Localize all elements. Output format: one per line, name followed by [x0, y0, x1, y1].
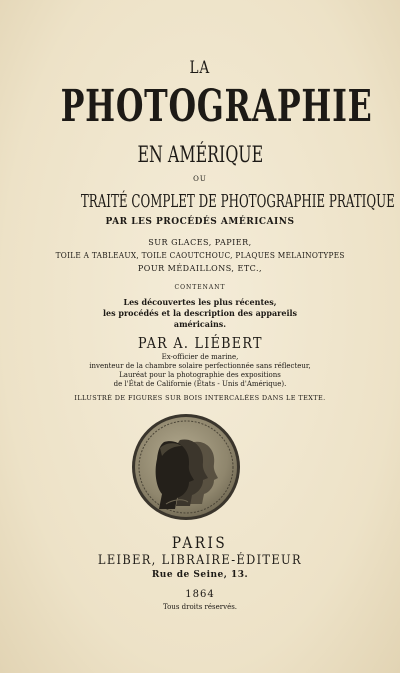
publisher-line: LEIBER, LIBRAIRE-ÉDITEUR	[97, 553, 303, 568]
author-credit-3: Lauréat pour la photographie des expositions	[119, 371, 281, 379]
surfaces-line-2: TOILE A TABLEAUX, TOILE CAOUTCHOUC, PLAQUES MÉLAINOTYPES	[55, 251, 345, 260]
main-title: PHOTOGRAPHIE	[60, 81, 373, 132]
author-credit-4: de l'État de Californie (États - Unis d'Amérique).	[113, 380, 287, 388]
illustrations-note: ILLUSTRÉ DE FIGURES SUR BOIS INTERCALÉES DANS LE TEXTE.	[74, 394, 326, 402]
processes-line: PAR LES PROCÉDÉS AMÉRICAINS	[105, 217, 295, 227]
discoveries-line-3: américains.	[173, 319, 227, 329]
conjunction-ou: OU	[193, 175, 207, 183]
publication-year: 1864	[185, 589, 215, 600]
publication-city: PARIS	[172, 533, 228, 552]
surfaces-line-1: SUR GLACES, PAPIER,	[148, 238, 252, 247]
discoveries-line-2: les procédés et la description des appareils	[102, 308, 298, 318]
author-credit-1: Ex-officier de marine,	[161, 353, 239, 361]
contenant-label: CONTENANT	[174, 284, 226, 291]
surfaces-line-3: POUR MÉDAILLONS, ETC.,	[137, 264, 263, 273]
publisher-address: Rue de Seine, 13.	[151, 570, 249, 580]
rights-notice: Tous droits réservés.	[162, 603, 238, 611]
author-credit-2: inventeur de la chambre solaire perfectionnée sans réflecteur,	[89, 362, 311, 370]
subtitle: EN AMÉRIQUE	[137, 143, 263, 168]
discoveries-line-1: Les découvertes les plus récentes,	[123, 297, 277, 307]
author-line: PAR A. LIÉBERT	[137, 334, 263, 352]
treatise-line: TRAITÉ COMPLET DE PHOTOGRAPHIE PRATIQUE	[80, 191, 395, 212]
medallion-three-profiles-icon	[130, 412, 242, 522]
title-la: LA	[189, 58, 211, 78]
